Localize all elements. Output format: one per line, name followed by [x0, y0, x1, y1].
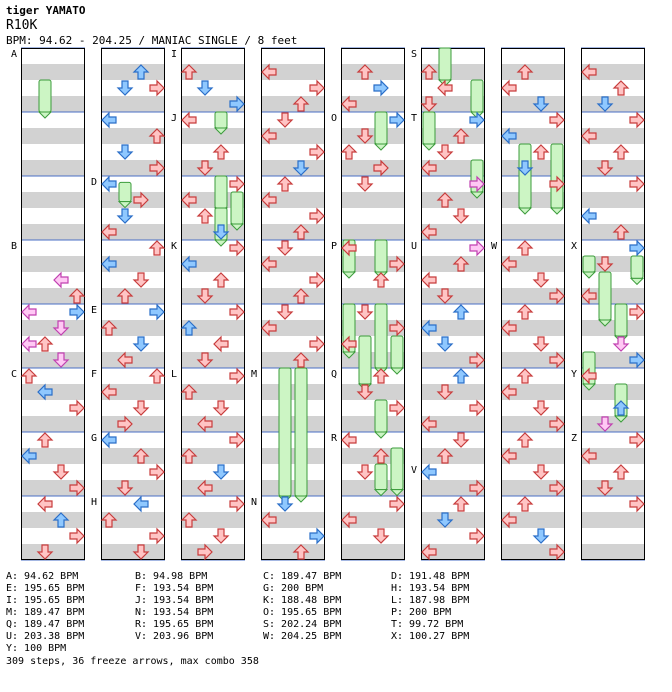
- left-arrow-icon: [102, 177, 116, 191]
- beat-stripe: [581, 416, 645, 432]
- freeze-arrow: [551, 144, 563, 208]
- left-arrow-icon: [182, 113, 196, 127]
- beat-stripe: [101, 352, 165, 368]
- right-arrow-icon: [630, 305, 644, 319]
- beat-stripe: [581, 192, 645, 208]
- right-arrow-icon: [150, 529, 164, 543]
- freeze-arrow: [359, 336, 371, 384]
- beat-stripe: [421, 448, 485, 464]
- down-arrow-icon: [534, 337, 548, 351]
- up-arrow-icon: [278, 177, 292, 191]
- section-label: R: [331, 433, 338, 444]
- beat-stripe: [341, 416, 405, 432]
- left-arrow-icon: [438, 81, 452, 95]
- beat-stripe: [421, 288, 485, 304]
- beat-stripe: [341, 192, 405, 208]
- bpm-entry: E: 195.65 BPM: [6, 583, 85, 594]
- bpm-entry: Q: 189.47 BPM: [6, 619, 85, 630]
- beat-stripe: [261, 448, 325, 464]
- up-arrow-icon: [150, 369, 164, 383]
- right-arrow-icon: [470, 241, 484, 255]
- beat-stripe: [181, 160, 245, 176]
- down-arrow-icon: [534, 273, 548, 287]
- beat-stripe: [261, 352, 325, 368]
- down-arrow-icon: [454, 433, 468, 447]
- right-arrow-icon: [390, 401, 404, 415]
- freeze-tail: [391, 368, 403, 374]
- bpm-entry: P: 200 BPM: [391, 607, 452, 618]
- down-arrow-icon: [278, 241, 292, 255]
- freeze-arrow: [215, 176, 227, 208]
- right-arrow-icon: [230, 497, 244, 511]
- right-arrow-icon: [230, 305, 244, 319]
- song-title: tiger YAMATO: [6, 4, 86, 17]
- freeze-arrow: [375, 240, 387, 272]
- down-arrow-icon: [134, 401, 148, 415]
- beat-stripe: [101, 96, 165, 112]
- down-arrow-icon: [134, 337, 148, 351]
- down-arrow-icon: [118, 145, 132, 159]
- right-arrow-icon: [470, 401, 484, 415]
- beat-stripe: [341, 544, 405, 560]
- up-arrow-icon: [518, 433, 532, 447]
- down-arrow-icon: [438, 337, 452, 351]
- artist-name: R10K: [6, 18, 38, 33]
- right-arrow-icon: [374, 81, 388, 95]
- section-label: F: [91, 369, 98, 380]
- freeze-arrow: [279, 368, 291, 496]
- right-arrow-icon: [310, 273, 324, 287]
- bpm-entry: I: 195.65 BPM: [6, 595, 85, 606]
- beat-stripe: [261, 480, 325, 496]
- left-arrow-icon: [22, 305, 36, 319]
- left-arrow-icon: [342, 433, 356, 447]
- freeze-tail: [423, 144, 435, 150]
- beat-stripe: [101, 544, 165, 560]
- beat-stripe: [21, 384, 85, 400]
- freeze-arrow: [391, 448, 403, 490]
- beat-stripe: [421, 512, 485, 528]
- section-label: Y: [571, 369, 578, 380]
- up-arrow-icon: [518, 241, 532, 255]
- beat-stripe: [501, 96, 565, 112]
- up-arrow-icon: [614, 145, 628, 159]
- beat-stripe: [261, 416, 325, 432]
- beat-stripe: [101, 192, 165, 208]
- left-arrow-icon: [38, 497, 52, 511]
- freeze-tail: [583, 272, 595, 278]
- bpm-entry: J: 193.54 BPM: [135, 595, 214, 606]
- section-label: A: [11, 49, 18, 60]
- down-arrow-icon: [534, 529, 548, 543]
- freeze-arrow: [391, 336, 403, 368]
- freeze-arrow: [231, 192, 243, 224]
- right-arrow-icon: [230, 177, 244, 191]
- up-arrow-icon: [374, 369, 388, 383]
- up-arrow-icon: [614, 81, 628, 95]
- left-arrow-icon: [134, 497, 148, 511]
- beat-stripe: [421, 256, 485, 272]
- beat-stripe: [181, 416, 245, 432]
- down-arrow-icon: [534, 465, 548, 479]
- beat-stripe: [581, 544, 645, 560]
- down-arrow-icon: [54, 465, 68, 479]
- up-arrow-icon: [214, 145, 228, 159]
- section-label: P: [331, 241, 338, 252]
- beat-stripe: [181, 128, 245, 144]
- right-arrow-icon: [550, 113, 564, 127]
- right-arrow-icon: [70, 529, 84, 543]
- freeze-arrow: [215, 112, 227, 128]
- section-label: J: [171, 113, 178, 124]
- up-arrow-icon: [22, 369, 36, 383]
- section-label: N: [251, 497, 258, 508]
- section-label: Q: [331, 369, 338, 380]
- down-arrow-icon: [118, 209, 132, 223]
- beat-stripe: [581, 320, 645, 336]
- beat-stripe: [581, 480, 645, 496]
- section-label: U: [411, 241, 418, 252]
- right-arrow-icon: [230, 369, 244, 383]
- right-arrow-icon: [630, 433, 644, 447]
- beat-stripe: [501, 224, 565, 240]
- up-arrow-icon: [150, 241, 164, 255]
- down-arrow-icon: [198, 81, 212, 95]
- beat-stripe: [101, 416, 165, 432]
- freeze-tail: [519, 208, 531, 214]
- section-label: W: [491, 241, 498, 252]
- beat-stripe: [581, 512, 645, 528]
- section-label: H: [91, 497, 98, 508]
- right-arrow-icon: [150, 465, 164, 479]
- freeze-arrow: [471, 80, 483, 112]
- up-arrow-icon: [38, 433, 52, 447]
- section-label: Z: [571, 433, 578, 444]
- beat-stripe: [21, 128, 85, 144]
- section-label: T: [411, 113, 418, 124]
- freeze-arrow: [423, 112, 435, 144]
- right-arrow-icon: [390, 113, 404, 127]
- freeze-arrow: [615, 304, 627, 336]
- down-arrow-icon: [278, 305, 292, 319]
- beat-stripe: [261, 96, 325, 112]
- freeze-arrow: [583, 256, 595, 272]
- beat-stripe: [261, 544, 325, 560]
- bpm-entry: V: 203.96 BPM: [135, 631, 214, 642]
- right-arrow-icon: [310, 145, 324, 159]
- freeze-arrow: [599, 272, 611, 320]
- section-label: K: [171, 241, 178, 252]
- up-arrow-icon: [518, 369, 532, 383]
- right-arrow-icon: [150, 81, 164, 95]
- chart-info: BPM: 94.62 - 204.25 / MANIAC SINGLE / 8 feet: [6, 34, 298, 47]
- section-label: X: [571, 241, 578, 252]
- beat-stripe: [181, 480, 245, 496]
- beat-stripe: [181, 288, 245, 304]
- freeze-arrow: [375, 400, 387, 432]
- section-label: C: [11, 369, 18, 380]
- bpm-entry: Y: 100 BPM: [6, 643, 67, 654]
- left-arrow-icon: [54, 273, 68, 287]
- down-arrow-icon: [358, 177, 372, 191]
- beat-stripe: [101, 64, 165, 80]
- freeze-arrow: [439, 48, 451, 80]
- bpm-entry: A: 94.62 BPM: [6, 571, 79, 582]
- beat-stripe: [21, 192, 85, 208]
- freeze-tail: [631, 278, 643, 284]
- beat-stripe: [261, 384, 325, 400]
- right-arrow-icon: [470, 113, 484, 127]
- left-arrow-icon: [214, 337, 228, 351]
- beat-stripe: [21, 544, 85, 560]
- beat-stripe: [341, 224, 405, 240]
- beat-stripe: [341, 128, 405, 144]
- up-arrow-icon: [454, 369, 468, 383]
- right-arrow-icon: [630, 177, 644, 191]
- down-arrow-icon: [214, 529, 228, 543]
- left-arrow-icon: [422, 273, 436, 287]
- right-arrow-icon: [230, 241, 244, 255]
- beat-stripe: [341, 160, 405, 176]
- left-arrow-icon: [102, 113, 116, 127]
- bpm-entry: W: 204.25 BPM: [263, 631, 342, 642]
- bpm-entry: M: 189.47 BPM: [6, 607, 85, 618]
- beat-stripe: [341, 384, 405, 400]
- beat-stripe: [261, 224, 325, 240]
- down-arrow-icon: [358, 465, 372, 479]
- down-arrow-icon: [374, 529, 388, 543]
- beat-stripe: [101, 448, 165, 464]
- bpm-entry: F: 193.54 BPM: [135, 583, 214, 594]
- bpm-entry: L: 187.98 BPM: [391, 595, 470, 606]
- bpm-entry: X: 100.27 BPM: [391, 631, 470, 642]
- section-label: B: [11, 241, 18, 252]
- freeze-arrow: [375, 464, 387, 490]
- up-arrow-icon: [614, 465, 628, 479]
- freeze-tail: [215, 240, 227, 246]
- bpm-entry: S: 202.24 BPM: [263, 619, 342, 630]
- down-arrow-icon: [134, 273, 148, 287]
- down-arrow-icon: [614, 337, 628, 351]
- section-label: G: [91, 433, 98, 444]
- section-label: I: [171, 49, 178, 60]
- bpm-entry: T: 99.72 BPM: [391, 619, 464, 630]
- beat-stripe: [181, 352, 245, 368]
- right-arrow-icon: [150, 305, 164, 319]
- beat-stripe: [21, 64, 85, 80]
- right-arrow-icon: [630, 497, 644, 511]
- up-arrow-icon: [518, 497, 532, 511]
- beat-stripe: [341, 64, 405, 80]
- right-arrow-icon: [630, 241, 644, 255]
- freeze-arrow: [375, 304, 387, 368]
- beat-stripe: [501, 64, 565, 80]
- up-arrow-icon: [534, 145, 548, 159]
- right-arrow-icon: [230, 433, 244, 447]
- bpm-entry: C: 189.47 BPM: [263, 571, 342, 582]
- beat-stripe: [101, 480, 165, 496]
- freeze-tail: [375, 432, 387, 438]
- freeze-tail: [39, 112, 51, 118]
- right-arrow-icon: [310, 81, 324, 95]
- beat-stripe: [21, 224, 85, 240]
- freeze-tail: [375, 144, 387, 150]
- down-arrow-icon: [214, 465, 228, 479]
- up-arrow-icon: [198, 209, 212, 223]
- freeze-tail: [343, 272, 355, 278]
- freeze-arrow: [375, 112, 387, 144]
- section-label: M: [251, 369, 258, 380]
- beat-stripe: [21, 512, 85, 528]
- beat-stripe: [21, 320, 85, 336]
- down-arrow-icon: [278, 113, 292, 127]
- beat-stripe: [341, 288, 405, 304]
- beat-stripe: [21, 96, 85, 112]
- freeze-arrow: [119, 182, 131, 201]
- up-arrow-icon: [454, 305, 468, 319]
- bpm-entry: K: 188.48 BPM: [263, 595, 342, 606]
- down-arrow-icon: [118, 81, 132, 95]
- right-arrow-icon: [310, 529, 324, 543]
- beat-stripe: [21, 256, 85, 272]
- left-arrow-icon: [582, 209, 596, 223]
- bpm-entry: R: 195.65 BPM: [135, 619, 214, 630]
- section-label: L: [171, 369, 178, 380]
- right-arrow-icon: [70, 401, 84, 415]
- left-arrow-icon: [102, 433, 116, 447]
- freeze-arrow: [519, 144, 531, 208]
- beat-stripe: [261, 160, 325, 176]
- beat-stripe: [21, 352, 85, 368]
- left-arrow-icon: [422, 465, 436, 479]
- footer-summary: 309 steps, 36 freeze arrows, max combo 358: [6, 656, 259, 667]
- freeze-arrow: [39, 80, 51, 112]
- right-arrow-icon: [390, 497, 404, 511]
- beat-stripe: [261, 288, 325, 304]
- right-arrow-icon: [70, 305, 84, 319]
- bpm-entry: U: 203.38 BPM: [6, 631, 85, 642]
- down-arrow-icon: [358, 305, 372, 319]
- beat-stripe: [101, 288, 165, 304]
- beat-stripe: [581, 224, 645, 240]
- up-arrow-icon: [38, 337, 52, 351]
- freeze-tail: [295, 496, 307, 502]
- left-arrow-icon: [22, 337, 36, 351]
- right-arrow-icon: [470, 529, 484, 543]
- right-arrow-icon: [630, 113, 644, 127]
- bpm-entry: O: 195.65 BPM: [263, 607, 342, 618]
- bpm-entry: H: 193.54 BPM: [391, 583, 470, 594]
- beat-stripe: [21, 160, 85, 176]
- down-arrow-icon: [454, 209, 468, 223]
- bpm-entry: D: 191.48 BPM: [391, 571, 470, 582]
- down-arrow-icon: [214, 401, 228, 415]
- right-arrow-icon: [310, 337, 324, 351]
- section-label: V: [411, 465, 418, 476]
- bpm-entry: G: 200 BPM: [263, 583, 324, 594]
- section-label: D: [91, 177, 98, 188]
- section-label: S: [411, 49, 418, 60]
- right-arrow-icon: [310, 209, 324, 223]
- section-label: O: [331, 113, 338, 124]
- beat-stripe: [581, 160, 645, 176]
- freeze-arrow: [295, 368, 307, 496]
- bpm-entry: B: 94.98 BPM: [135, 571, 208, 582]
- bpm-entry: N: 193.54 BPM: [135, 607, 214, 618]
- left-arrow-icon: [502, 81, 516, 95]
- freeze-arrow: [631, 256, 643, 278]
- section-label: E: [91, 305, 98, 316]
- beat-stripe: [421, 384, 485, 400]
- freeze-tail: [551, 208, 563, 214]
- beat-stripe: [21, 416, 85, 432]
- down-arrow-icon: [278, 497, 292, 511]
- up-arrow-icon: [214, 273, 228, 287]
- down-arrow-icon: [534, 401, 548, 415]
- beat-stripe: [581, 96, 645, 112]
- beat-stripe: [181, 544, 245, 560]
- up-arrow-icon: [374, 273, 388, 287]
- up-arrow-icon: [342, 145, 356, 159]
- up-arrow-icon: [454, 497, 468, 511]
- up-arrow-icon: [518, 305, 532, 319]
- down-arrow-icon: [438, 145, 452, 159]
